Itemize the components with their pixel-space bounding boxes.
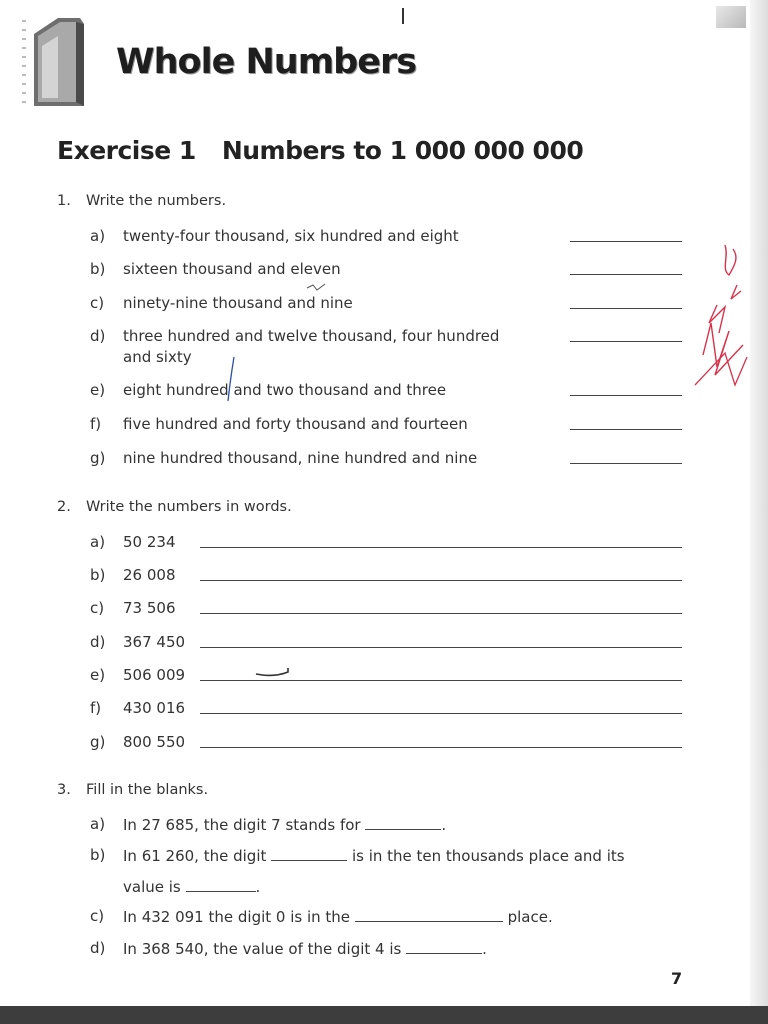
exercise-label: Exercise 1 — [57, 136, 196, 165]
item-label: f) — [90, 415, 102, 433]
item-label: b) — [90, 260, 106, 278]
answer-line-q2a[interactable] — [200, 547, 682, 548]
pencil-tick — [305, 282, 327, 294]
fill-text-before: In 432 091 the digit 0 is in the — [123, 908, 351, 926]
item-label: e) — [90, 381, 106, 399]
answer-line-q1e[interactable] — [570, 395, 682, 396]
blue-pen-stroke — [222, 355, 238, 405]
page-number: 7 — [671, 969, 683, 988]
fill-text-before: In 368 540, the value of the digit 4 is — [123, 940, 402, 958]
item-text: sixteen thousand and eleven — [123, 260, 341, 278]
answer-line-q2c[interactable] — [200, 613, 682, 614]
question-instruction: Write the numbers in words. — [86, 499, 292, 515]
item-number: 800 550 — [123, 733, 186, 751]
item-text — [123, 939, 487, 958]
item-label: d) — [90, 939, 106, 957]
answer-line-q1a[interactable] — [570, 241, 682, 242]
fill-text-after: . — [482, 940, 487, 958]
fill-text-before: In 27 685, the digit 7 stands for — [123, 816, 361, 834]
question-number: 1. — [57, 193, 71, 209]
item-label: a) — [90, 815, 106, 833]
item-label: c) — [90, 907, 105, 925]
answer-blank-q3c[interactable] — [355, 907, 503, 922]
scan-mark — [402, 8, 404, 24]
item-label: g) — [90, 733, 106, 751]
answer-blank-q3d[interactable] — [406, 939, 482, 954]
item-label: a) — [90, 227, 106, 245]
corner-smudge — [716, 6, 746, 28]
answer-blank-q3b-value[interactable] — [186, 877, 256, 892]
answer-blank-q3b-digit[interactable] — [271, 846, 347, 861]
item-text-continued — [123, 877, 260, 896]
item-label: f) — [90, 699, 102, 717]
item-label: b) — [90, 566, 106, 584]
q3-item-d — [90, 939, 690, 959]
answer-line-q2b[interactable] — [200, 580, 682, 581]
item-text: eight hundred and two thousand and three — [123, 381, 447, 399]
item-label: c) — [90, 294, 105, 312]
binding-dots — [22, 20, 26, 110]
chapter-title: Whole Numbers — [116, 42, 417, 82]
item-label: c) — [90, 599, 105, 617]
item-text — [123, 846, 625, 865]
item-label: d) — [90, 633, 106, 651]
question-number: 2. — [57, 499, 71, 515]
fill-text-after: . — [441, 816, 447, 834]
item-number: 430 016 — [123, 699, 186, 717]
item-number: 367 450 — [123, 633, 186, 651]
item-text: three hundred and twelve thousand, four hundred — [123, 327, 500, 345]
answer-line-q1d[interactable] — [570, 341, 682, 342]
item-number: 73 506 — [123, 599, 176, 617]
answer-line-q1g[interactable] — [570, 463, 682, 464]
item-number: 26 008 — [123, 566, 176, 584]
item-text — [123, 907, 553, 926]
item-text — [123, 815, 446, 834]
q3-item-c — [90, 907, 690, 927]
item-text-continued: and sixty — [123, 348, 192, 366]
item-label: e) — [90, 666, 106, 684]
answer-blank-q3a[interactable] — [365, 815, 441, 830]
item-number: 50 234 — [123, 533, 176, 551]
fill-text-after: place. — [507, 908, 553, 926]
exercise-topic: Numbers to 1 000 000 000 — [221, 136, 584, 165]
answer-line-q1f[interactable] — [570, 429, 682, 430]
answer-line-q2f[interactable] — [200, 713, 682, 714]
chapter-number-badge — [28, 12, 88, 108]
page-edge-shadow — [750, 0, 768, 1024]
item-text: five hundred and forty thousand and fourteen — [123, 415, 468, 433]
question-number: 3. — [57, 782, 71, 798]
item-text: ninety-nine thousand and nine — [123, 294, 353, 312]
answer-line-q1c[interactable] — [570, 308, 682, 309]
item-text: nine hundred thousand, nine hundred and nine — [123, 449, 478, 467]
q3-item-a — [90, 815, 690, 835]
item-label: a) — [90, 533, 106, 551]
item-number: 506 009 — [123, 666, 186, 684]
item-text: twenty-four thousand, six hundred and eight — [123, 227, 459, 245]
fill-text-line2: value is — [123, 878, 181, 896]
fill-text-middle: is in the ten thousands place and its — [351, 847, 625, 865]
item-label: b) — [90, 846, 106, 864]
pencil-mark — [254, 666, 294, 682]
item-label: g) — [90, 449, 106, 467]
q3-item-b — [90, 846, 690, 896]
item-label: d) — [90, 327, 106, 345]
scan-bottom-edge — [0, 1006, 768, 1024]
fill-text-before: In 61 260, the digit — [123, 847, 267, 865]
red-pen-scribble — [685, 235, 755, 395]
question-instruction: Write the numbers. — [86, 193, 227, 209]
answer-line-q2g[interactable] — [200, 747, 682, 748]
question-instruction: Fill in the blanks. — [86, 782, 209, 798]
exercise-heading — [57, 136, 583, 165]
fill-text-after: . — [255, 878, 261, 896]
answer-line-q2d[interactable] — [200, 647, 682, 648]
answer-line-q1b[interactable] — [570, 274, 682, 275]
